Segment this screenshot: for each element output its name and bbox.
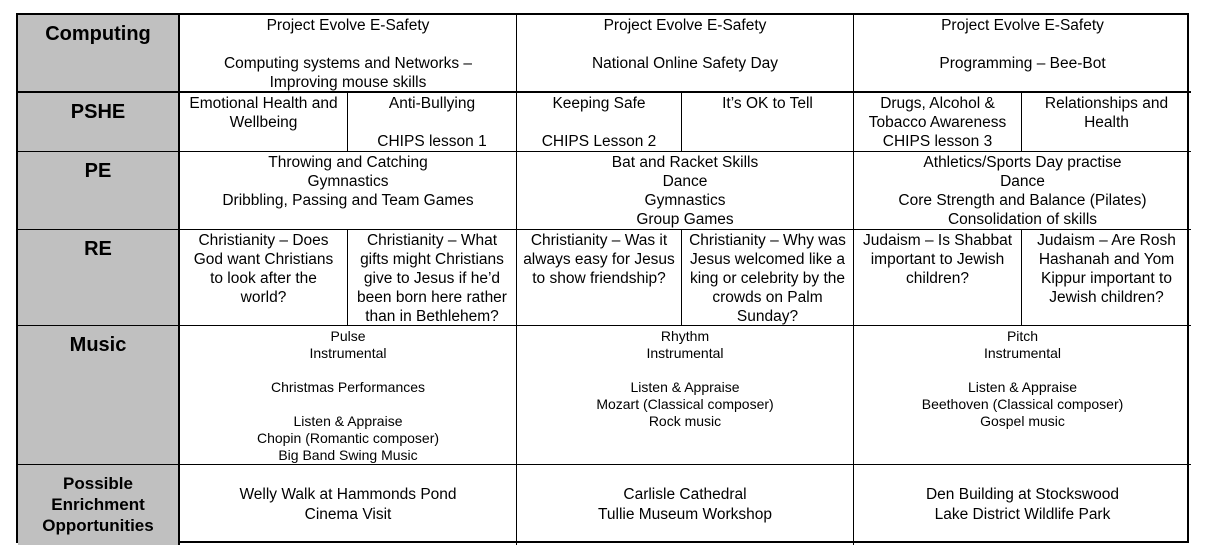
pshe-cell-6: Relationships and Health [1022,93,1191,152]
row-label-pe: PE [18,152,180,230]
re-cell-2: Christianity – What gifts might Christians give to Jesus if he’d been born here rather than in Bethlehem? [348,230,517,326]
computing-term-3: Project Evolve E-Safety Programming – Bee-Bot [854,15,1191,93]
row-label-pshe: PSHE [18,93,180,152]
pshe-cell-3: Keeping Safe CHIPS Lesson 2 [517,93,682,152]
pshe-cell-4: It’s OK to Tell [682,93,854,152]
re-cell-5: Judaism – Is Shabbat important to Jewish children? [854,230,1022,326]
music-term-1: Pulse Instrumental Christmas Performances Listen & Appraise Chopin (Romantic composer) Big Band Swing Music [180,326,517,465]
enrichment-term-2: Carlisle Cathedral Tullie Museum Workshop [517,465,854,545]
re-cell-6: Judaism – Are Rosh Hashanah and Yom Kippur important to Jewish children? [1022,230,1191,326]
row-label-re: RE [18,230,180,326]
pe-term-2: Bat and Racket Skills Dance Gymnastics Group Games [517,152,854,230]
row-label-enrichment: Possible Enrichment Opportunities [18,465,180,545]
re-cell-4: Christianity – Why was Jesus welcomed like a king or celebrity by the crowds on Palm Sunday? [682,230,854,326]
curriculum-table [16,13,1189,543]
music-term-3: Pitch Instrumental Listen & Appraise Beethoven (Classical composer) Gospel music [854,326,1191,465]
pshe-cell-1: Emotional Health and Wellbeing [180,93,348,152]
pe-term-3: Athletics/Sports Day practise Dance Core Strength and Balance (Pilates) Consolidation of skills [854,152,1191,230]
row-label-computing: Computing [18,15,180,93]
pshe-cell-2: Anti-Bullying CHIPS lesson 1 [348,93,517,152]
re-cell-3: Christianity – Was it always easy for Jesus to show friendship? [517,230,682,326]
re-cell-1: Christianity – Does God want Christians to look after the world? [180,230,348,326]
enrichment-term-1: Welly Walk at Hammonds Pond Cinema Visit [180,465,517,545]
pe-term-1: Throwing and Catching Gymnastics Dribbling, Passing and Team Games [180,152,517,230]
pshe-cell-5: Drugs, Alcohol & Tobacco Awareness CHIPS lesson 3 [854,93,1022,152]
enrichment-term-3: Den Building at Stockswood Lake District Wildlife Park [925,486,1119,523]
computing-term-1: Project Evolve E-Safety Computing systems and Networks – Improving mouse skills [180,15,517,93]
row-label-music: Music [18,326,180,465]
music-term-2: Rhythm Instrumental Listen & Appraise Mozart (Classical composer) Rock music [517,326,854,465]
computing-term-2: Project Evolve E-Safety National Online Safety Day [517,15,854,93]
